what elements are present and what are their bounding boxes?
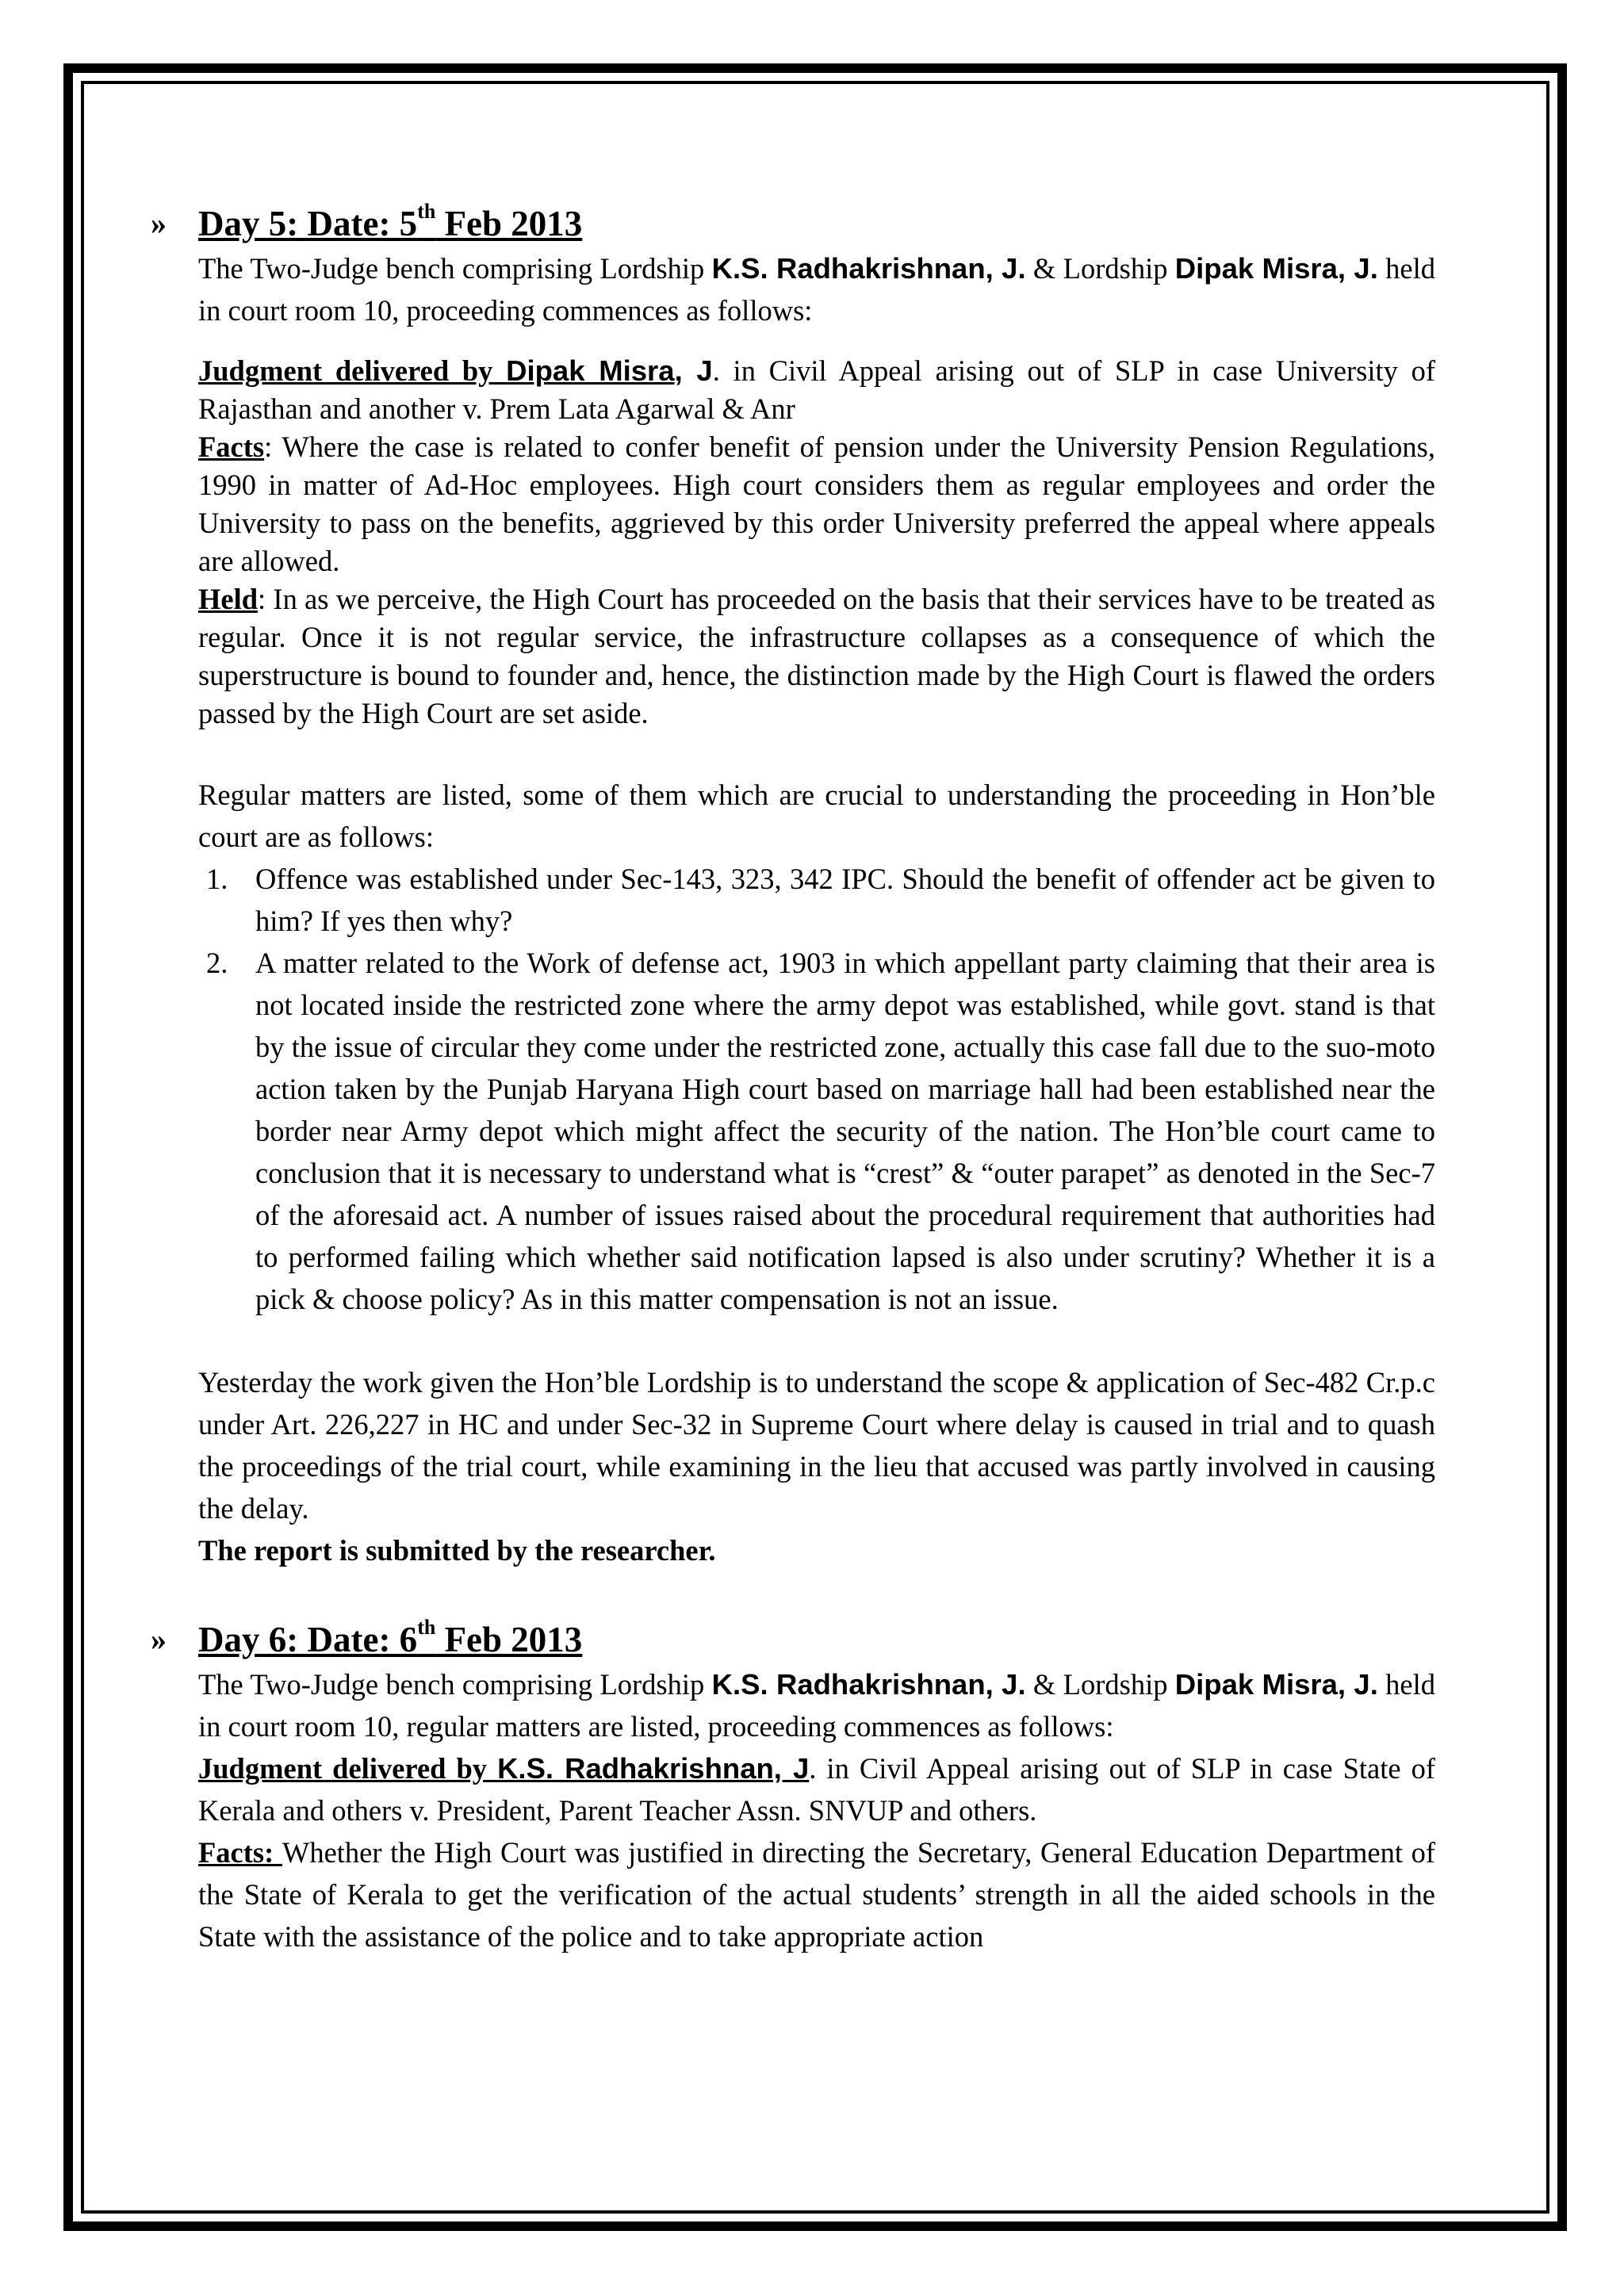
day6-intro: The Two-Judge bench comprising Lordship K.S. Radhakrishnan, J. & Lordship Dipak Misra, J. held in court room 10, regular matters are listed, proceeding commences as follows: [198,1668,1436,1743]
arrow-bullet-icon: » [151,205,167,241]
day5-held: Held: In as we perceive, the High Court has proceeded on the basis that their services have to be treated as regular. Once it is not regular service, the infrastructure collapses as a consequence of which the superstructure is bound to founder and, hence, the distinction made by the High Court is flawed the orders passed by the High Court are set aside. [198,583,1435,729]
judge-name: Dipak Misra, J. [1174,252,1378,285]
list-item: 2. A matter related to the Work of defense act, 1903 in which appellant party claiming that their area is not located inside the restricted zone where the army depot was established, while govt. stand is that by the issue of circular they come under the restricted zone, actually this case fall due to the suo-moto action taken by the Punjab Haryana High court based on marriage hall had been established near the border near Army depot which might affect the security of the nation. The Hon’ble court came to conclusion that it is necessary to understand what is “crest” & “outer parapet” as denoted in the Sec-7 of the aforesaid act. A number of issues raised about the procedural requirement that authorities had to performed failing which whether said notification lapsed is also under scrutiny? Whether it is a pick & choose policy? As in this matter compensation is not an issue. [206,947,1435,1315]
matters-list [198,858,1435,1320]
judge-name: K.S. Radhakrishnan, J. [711,1668,1026,1701]
judge-name: K.S. Radhakrishnan, J. [711,252,1026,285]
day6-facts: Facts: Whether the High Court was justified in directing the Secretary, General Education Department of the State of Kerala to get the verification of the actual students’ strength in all the aided schools in the State with the assistance of the police and to take appropriate action [198,1836,1435,1953]
document-body [151,200,1436,1957]
day6-judgment: Judgment delivered by K.S. Radhakrishnan, J. in Civil Appeal arising out of SLP in case State of Kerala and others v. President, Parent Teacher Assn. SNVUP and others. [198,1752,1436,1827]
day5-judgment: Judgment delivered by Dipak Misra, J. in Civil Appeal arising out of SLP in case University of Rajasthan and another v. Prem Lata Agarwal & Anr [198,354,1435,425]
day5-heading: » Day 5: Date: 5th Feb 2013 [198,200,1435,247]
arrow-bullet-icon: » [151,1621,167,1657]
day5-judgment-block [198,352,1435,733]
day5-intro: The Two-Judge bench comprising Lordship K.S. Radhakrishnan, J. & Lordship Dipak Misra, J. held in court room 10, proceeding commences as follows: [198,252,1436,327]
report-note: The report is submitted by the researcher. [198,1534,716,1567]
day5-facts: Facts: Where the case is related to confer benefit of pension under the University Pension Regulations, 1990 in matter of Ad-Hoc employees. High court considers them as regular employees and order the University to pass on the benefits, aggrieved by this order University preferred the appeal where appeals are allowed. [198,430,1435,577]
day6-heading: » Day 6: Date: 6th Feb 2013 [198,1616,1435,1663]
yesterday-paragraph: Yesterday the work given the Hon’ble Lordship is to understand the scope & application of Sec-482 Cr.p.c under Art. 226,227 in HC and under Sec-32 in Supreme Court where delay is caused in trial and to quash the proceedings of the trial court, while examining in the lieu that accused was partly involved in causing the delay. [198,1366,1435,1525]
list-item: 1. Offence was established under Sec-143, 323, 342 IPC. Should the benefit of offender act be given to him? If yes then why? [206,863,1435,937]
regular-matters-intro: Regular matters are listed, some of them which are crucial to understanding the proceeding in Hon’ble court are as follows: [198,779,1435,853]
judge-name: Dipak Misra, J. [1174,1668,1378,1701]
